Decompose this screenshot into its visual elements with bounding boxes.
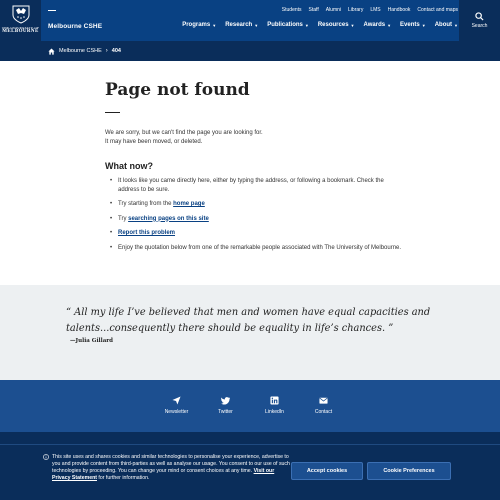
util-link-staff[interactable]: Staff bbox=[308, 7, 319, 13]
nav-about[interactable]: About ▼ bbox=[434, 22, 458, 28]
university-logo[interactable] bbox=[0, 0, 41, 41]
main-nav bbox=[182, 22, 458, 28]
search-button[interactable] bbox=[459, 0, 500, 41]
list-item: • Try starting from the home page bbox=[110, 200, 405, 209]
info-icon bbox=[43, 454, 49, 460]
nav-research[interactable]: Research ▼ bbox=[225, 22, 259, 28]
breadcrumb-home[interactable]: Melbourne CSHE bbox=[59, 48, 102, 54]
util-link-handbook[interactable]: Handbook bbox=[387, 7, 411, 13]
home-icon[interactable] bbox=[48, 48, 55, 55]
nav-publications[interactable]: Publications ▼ bbox=[267, 22, 309, 28]
crest-icon bbox=[12, 5, 30, 24]
list-item: • Try searching pages on this site bbox=[110, 215, 405, 224]
chevron-down-icon: ▼ bbox=[254, 22, 259, 28]
util-link-alumni[interactable]: Alumni bbox=[325, 7, 342, 13]
nav-awards[interactable]: Awards ▼ bbox=[363, 22, 392, 28]
social-newsletter[interactable]: Newsletter bbox=[163, 396, 191, 432]
quote-author: —Julia Gillard bbox=[70, 338, 114, 344]
breadcrumb-current: 404 bbox=[111, 48, 121, 54]
nav-resources[interactable]: Resources ▼ bbox=[317, 22, 355, 28]
nav-events[interactable]: Events ▼ bbox=[400, 22, 426, 28]
list-item bbox=[110, 229, 405, 238]
accept-cookies-button[interactable]: Accept cookies bbox=[291, 462, 363, 480]
newsletter-icon bbox=[172, 396, 181, 405]
home-page-link[interactable]: home page bbox=[173, 201, 205, 207]
page-title: Page not found bbox=[105, 80, 250, 100]
chevron-down-icon: ▼ bbox=[350, 22, 355, 28]
list-item: • It looks like you came directly here, either by typing the address, or following a bookmark. Check the address to be sure. bbox=[110, 177, 405, 194]
search-label: Search bbox=[471, 23, 488, 29]
main-content bbox=[105, 80, 405, 258]
social-linkedin[interactable]: LinkedIn bbox=[261, 396, 289, 432]
list-item: • Enjoy the quotation below from one of the remarkable people associated with The University of Melbourne. bbox=[110, 244, 405, 253]
quote-section bbox=[0, 285, 500, 380]
title-bar bbox=[48, 10, 56, 11]
util-link-students[interactable]: Students bbox=[281, 7, 302, 13]
tips-list bbox=[105, 177, 405, 252]
chevron-right-icon: › bbox=[105, 48, 108, 54]
cookie-preferences-button[interactable]: Cookie Preferences bbox=[367, 462, 451, 480]
social-contact[interactable]: Contact bbox=[310, 396, 338, 432]
util-link-contact[interactable]: Contact and maps bbox=[417, 7, 458, 13]
site-title-text: Melbourne CSHE bbox=[48, 23, 103, 30]
logo-wordmark: THE UNIVERSITY OF MELBOURNE bbox=[1, 26, 40, 34]
privacy-statement-link[interactable]: Visit our Privacy Statement bbox=[52, 468, 275, 481]
breadcrumb bbox=[0, 41, 500, 61]
search-icon bbox=[475, 12, 484, 21]
search-pages-link[interactable]: searching pages on this site bbox=[128, 215, 209, 222]
nav-programs[interactable]: Programs ▼ bbox=[182, 22, 217, 28]
util-link-lms[interactable]: LMS bbox=[370, 7, 381, 13]
contact-icon bbox=[319, 396, 328, 405]
title-divider bbox=[105, 112, 120, 113]
report-problem-link[interactable]: Report this problem bbox=[118, 230, 176, 236]
cookie-banner bbox=[0, 444, 500, 500]
social-links bbox=[0, 380, 500, 432]
util-link-library[interactable]: Library bbox=[348, 7, 364, 13]
chevron-down-icon: ▼ bbox=[387, 22, 392, 28]
site-header bbox=[0, 0, 500, 41]
chevron-down-icon: ▼ bbox=[304, 22, 309, 28]
linkedin-icon bbox=[270, 396, 279, 405]
what-now-heading: What now? bbox=[105, 161, 153, 171]
chevron-down-icon: ▼ bbox=[454, 22, 458, 28]
utility-links bbox=[282, 7, 458, 13]
chevron-down-icon: ▼ bbox=[421, 22, 426, 28]
social-twitter[interactable]: Twitter bbox=[212, 396, 240, 432]
quote-text: “ All my life I’ve believed that men and women have equal capacities and talents...consequently there should be equality in life’s chances. ” bbox=[66, 307, 431, 334]
intro-text: We are sorry, but we can't find the page you are looking for. It may have been moved, or deleted. bbox=[105, 130, 263, 145]
site-title[interactable] bbox=[48, 10, 102, 33]
chevron-down-icon: ▼ bbox=[212, 22, 217, 28]
twitter-icon bbox=[221, 396, 230, 405]
cookie-message: This site uses and shares cookies and similar technologies to personalise your experience, advertise to you and provide content from third-parties as well as analyse our usage. You consent to our use of such technologies by proceeding. You can change your mind or consent choices at any time. Visit our Privacy Statement for further information. bbox=[52, 454, 292, 482]
